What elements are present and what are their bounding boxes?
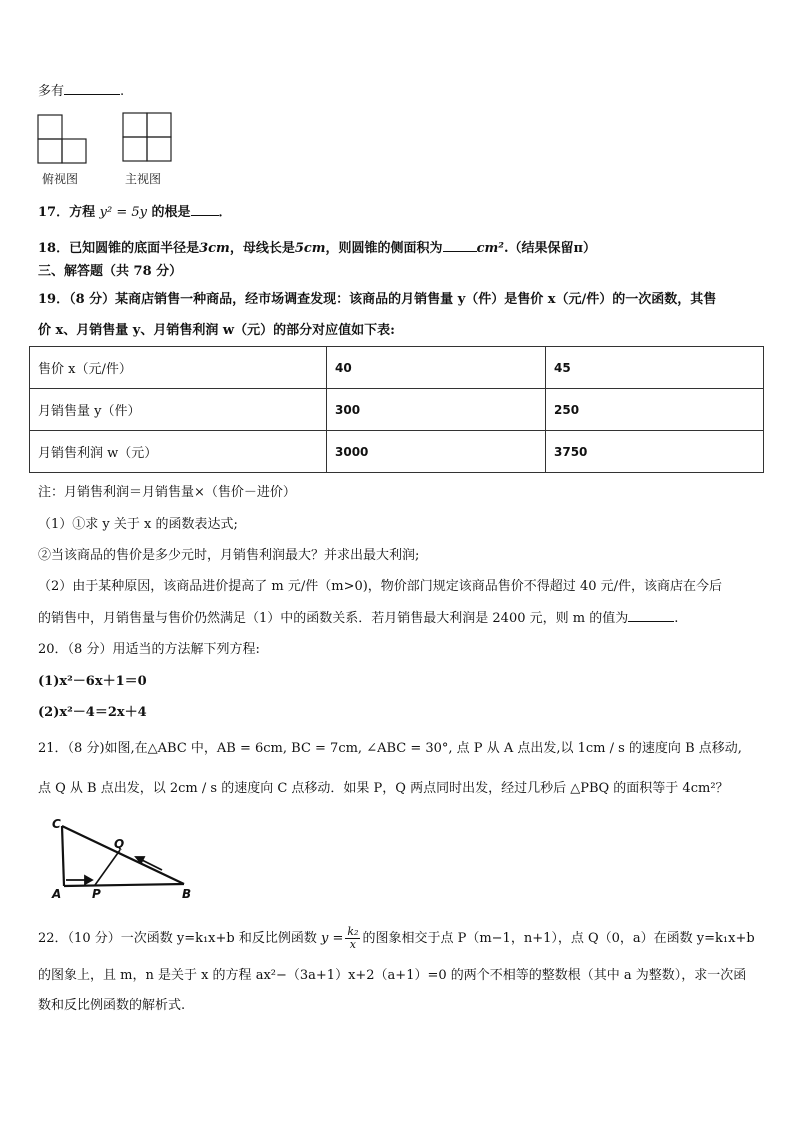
table-cell: 月销售量 y（件）: [30, 389, 327, 431]
arrow-ap-head: [85, 876, 92, 884]
question-19-part2b: 的销售中，月销售量与售价仍然满足（1）中的函数关系．若月销售最大利润是 2400 元，则 m 的值为 .: [38, 611, 679, 626]
question-19-line1: 19．（8 分）某商店销售一种商品，经市场调查发现：该商品的月销售量 y（件）是售价 x（元/件）的一次函数，其售: [38, 292, 717, 307]
table-cell: 售价 x（元/件）: [30, 347, 327, 389]
price-sales-table: [29, 346, 764, 473]
question-19-part1: （1）①求 y 关于 x 的函数表达式;: [38, 517, 238, 532]
label-p: P: [92, 887, 101, 901]
triangle-figure: [40, 810, 200, 902]
side-ca: [62, 826, 64, 886]
table-cell: 3000: [327, 431, 546, 473]
question-19-part1b: ②当该商品的售价是多少元时，月销售利润最大？并求出最大利润;: [38, 548, 420, 563]
question-18: 18．已知圆锥的底面半径是3cm，母线长是5cm，则圆锥的侧面积为 cm².（结果保留π）: [38, 241, 596, 256]
front-view-shape: [123, 113, 171, 161]
question-17: 17．方程 y² = 5y 的根是 ．: [38, 205, 232, 220]
table-cell: 300: [327, 389, 546, 431]
table-cell: 3750: [546, 431, 764, 473]
segment-pq: [95, 850, 120, 885]
label-a: A: [52, 887, 62, 901]
top-view-label: 俯视图: [42, 172, 79, 186]
answer-blank: [64, 82, 120, 95]
question-19-note: 注：月销售利润＝月销售量×（售价－进价）: [38, 485, 296, 500]
question-19-line2: 价 x、月销售量 y、月销售利润 w（元）的部分对应值如下表:: [38, 323, 395, 338]
table-row: [30, 431, 764, 473]
answer-blank: [628, 609, 674, 622]
table-cell: 45: [546, 347, 764, 389]
table-row: [30, 389, 764, 431]
label-b: B: [182, 887, 192, 901]
question-22-line3: 数和反比例函数的解析式.: [38, 998, 186, 1013]
question-22-line1: 22．（10 分）一次函数 y=k₁x+b 和反比例函数 y = $\frac{\text{k₂}}{x}$ 的图象相交于点 P（m−1，n+1），点 Q（0，a）在函数 y=k₁x+b: [38, 925, 755, 951]
question-22-line2: 的图象上，且 m，n 是关于 x 的方程 ax²−（3a+1）x+2（a+1）=0 的两个不相等的整数根（其中 a 为整数），求一次函: [38, 968, 747, 983]
answer-blank: [443, 239, 477, 252]
label-q: Q: [114, 837, 125, 851]
table-cell: 40: [327, 347, 546, 389]
top-view-shape: [38, 115, 86, 163]
three-view-figure: [36, 112, 176, 167]
question-19-part2: （2）由于某种原因，该商品进价提高了 m 元/件（m>0)，物价部门规定该商品售价不得超过 40 元/件，该商店在今后: [38, 579, 722, 594]
side-ab: [64, 884, 184, 886]
question-20-eq1: (1)x²－6x＋1＝0: [38, 674, 147, 689]
fraction: $\frac{\text{k₂}}{x}$: [347, 925, 359, 951]
front-view-label: 主视图: [125, 172, 162, 186]
table-cell: 月销售利润 w（元）: [30, 431, 327, 473]
question-20-eq2: (2)x²－4＝2x＋4: [38, 705, 147, 720]
question-21-line1: 21．（8 分)如图,在△ABC 中，AB = 6cm, BC = 7cm, ∠ABC = 30°, 点 P 从 A 点出发,以 1cm / s 的速度向 B 点移动,: [38, 741, 742, 756]
table-cell: 250: [546, 389, 764, 431]
section-heading: 三、解答题（共 78 分）: [38, 264, 183, 279]
prev-question-tail: 多有 .: [38, 84, 125, 99]
label-c: C: [52, 817, 61, 831]
table-row: [30, 347, 764, 389]
question-20-title: 20．（8 分）用适当的方法解下列方程:: [38, 642, 260, 657]
side-cb: [62, 826, 184, 884]
question-21-line2: 点 Q 从 B 点出发，以 2cm / s 的速度向 C 点移动．如果 P，Q 两点同时出发，经过几秒后 △PBQ 的面积等于 4cm²？: [38, 781, 729, 796]
answer-blank: [191, 203, 219, 216]
